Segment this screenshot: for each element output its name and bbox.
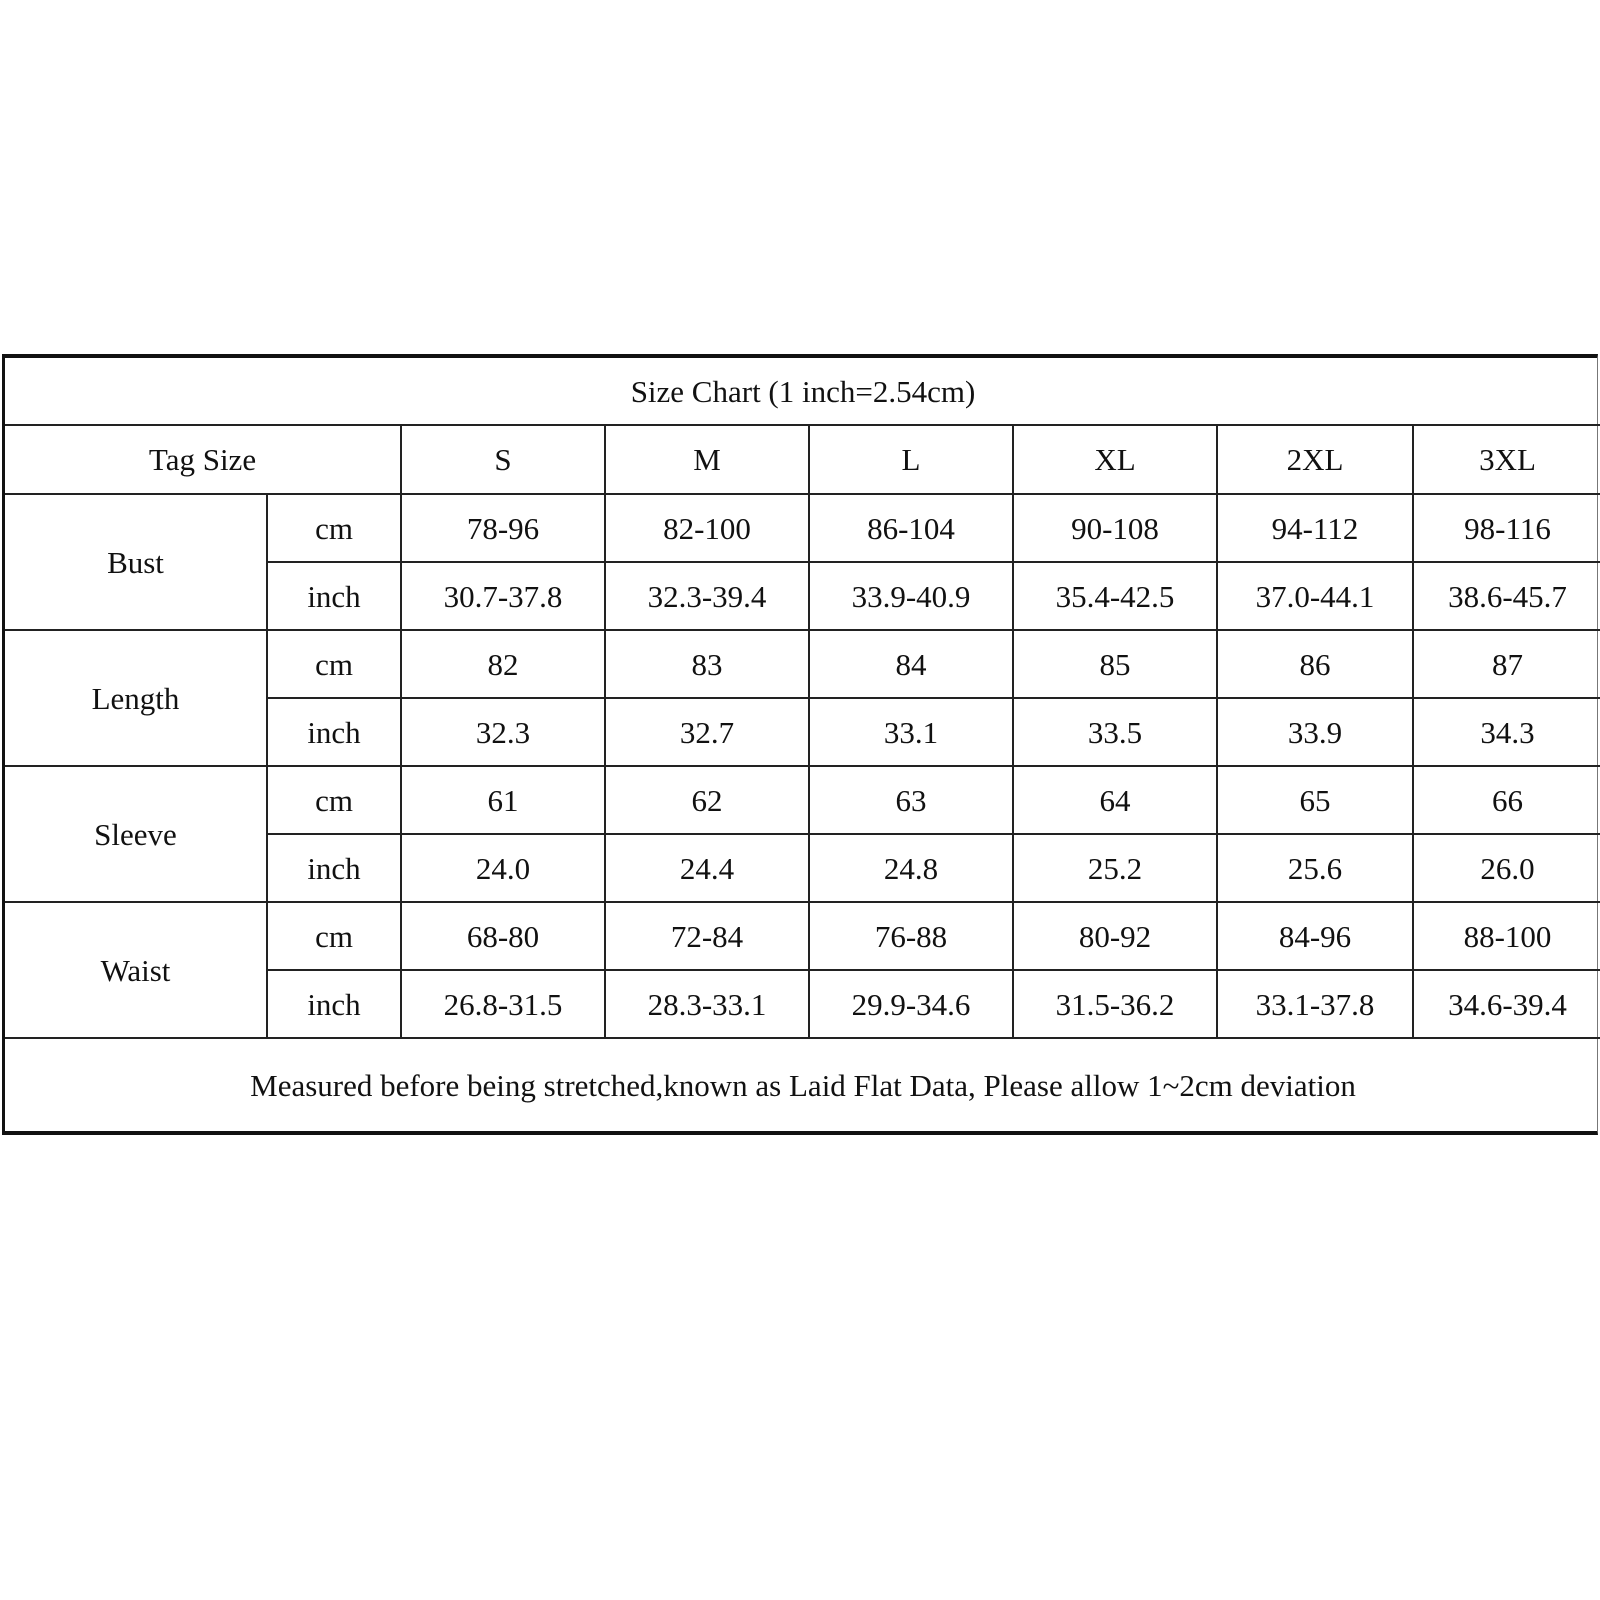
measurement-sleeve: Sleeve [5,766,267,902]
unit-label: cm [267,902,401,970]
unit-label: inch [267,970,401,1038]
table-cell: 24.8 [809,834,1013,902]
size-header-3xl: 3XL [1413,425,1600,494]
table-cell: 80-92 [1013,902,1217,970]
table-cell: 30.7-37.8 [401,562,605,630]
table-cell: 61 [401,766,605,834]
size-chart [2,354,1598,1135]
table-cell: 84-96 [1217,902,1413,970]
table-cell: 33.1 [809,698,1013,766]
table-cell: 66 [1413,766,1600,834]
tag-size-label: Tag Size [5,425,401,494]
unit-label: inch [267,834,401,902]
table-cell: 32.3 [401,698,605,766]
table-cell: 84 [809,630,1013,698]
table-cell: 24.0 [401,834,605,902]
table-cell: 85 [1013,630,1217,698]
table-cell: 94-112 [1217,494,1413,562]
table-cell: 33.9-40.9 [809,562,1013,630]
table-cell: 25.2 [1013,834,1217,902]
deviation-note: Measured before being stretched,known as Laid Flat Data, Please allow 1~2cm deviation [5,1038,1600,1131]
table-cell: 76-88 [809,902,1013,970]
table-cell: 86 [1217,630,1413,698]
table-cell: 33.9 [1217,698,1413,766]
table-cell: 82 [401,630,605,698]
table-cell: 98-116 [1413,494,1600,562]
table-cell: 24.4 [605,834,809,902]
table-cell: 33.5 [1013,698,1217,766]
table-cell: 90-108 [1013,494,1217,562]
chart-title: Size Chart (1 inch=2.54cm) [5,358,1600,425]
table-cell: 87 [1413,630,1600,698]
table-cell: 33.1-37.8 [1217,970,1413,1038]
size-header-l: L [809,425,1013,494]
measurement-waist: Waist [5,902,267,1038]
table-cell: 28.3-33.1 [605,970,809,1038]
table-cell: 82-100 [605,494,809,562]
table-cell: 26.8-31.5 [401,970,605,1038]
table-cell: 63 [809,766,1013,834]
table-cell: 68-80 [401,902,605,970]
table-cell: 86-104 [809,494,1013,562]
table-cell: 62 [605,766,809,834]
table-row [5,902,1600,970]
size-header-2xl: 2XL [1217,425,1413,494]
table-cell: 31.5-36.2 [1013,970,1217,1038]
table-row [5,494,1600,562]
table-row [5,630,1600,698]
size-header-s: S [401,425,605,494]
table-cell: 38.6-45.7 [1413,562,1600,630]
table-cell: 64 [1013,766,1217,834]
table-cell: 32.3-39.4 [605,562,809,630]
size-chart-table [5,358,1600,1131]
unit-label: inch [267,698,401,766]
table-cell: 29.9-34.6 [809,970,1013,1038]
table-cell: 26.0 [1413,834,1600,902]
unit-label: inch [267,562,401,630]
table-cell: 34.3 [1413,698,1600,766]
table-cell: 25.6 [1217,834,1413,902]
table-row [5,766,1600,834]
table-cell: 88-100 [1413,902,1600,970]
unit-label: cm [267,630,401,698]
unit-label: cm [267,494,401,562]
measurement-bust: Bust [5,494,267,630]
table-cell: 37.0-44.1 [1217,562,1413,630]
table-cell: 32.7 [605,698,809,766]
table-cell: 72-84 [605,902,809,970]
size-header-row [5,425,1600,494]
size-header-m: M [605,425,809,494]
size-header-xl: XL [1013,425,1217,494]
table-cell: 83 [605,630,809,698]
table-cell: 35.4-42.5 [1013,562,1217,630]
table-cell: 65 [1217,766,1413,834]
measurement-length: Length [5,630,267,766]
unit-label: cm [267,766,401,834]
table-cell: 34.6-39.4 [1413,970,1600,1038]
table-cell: 78-96 [401,494,605,562]
